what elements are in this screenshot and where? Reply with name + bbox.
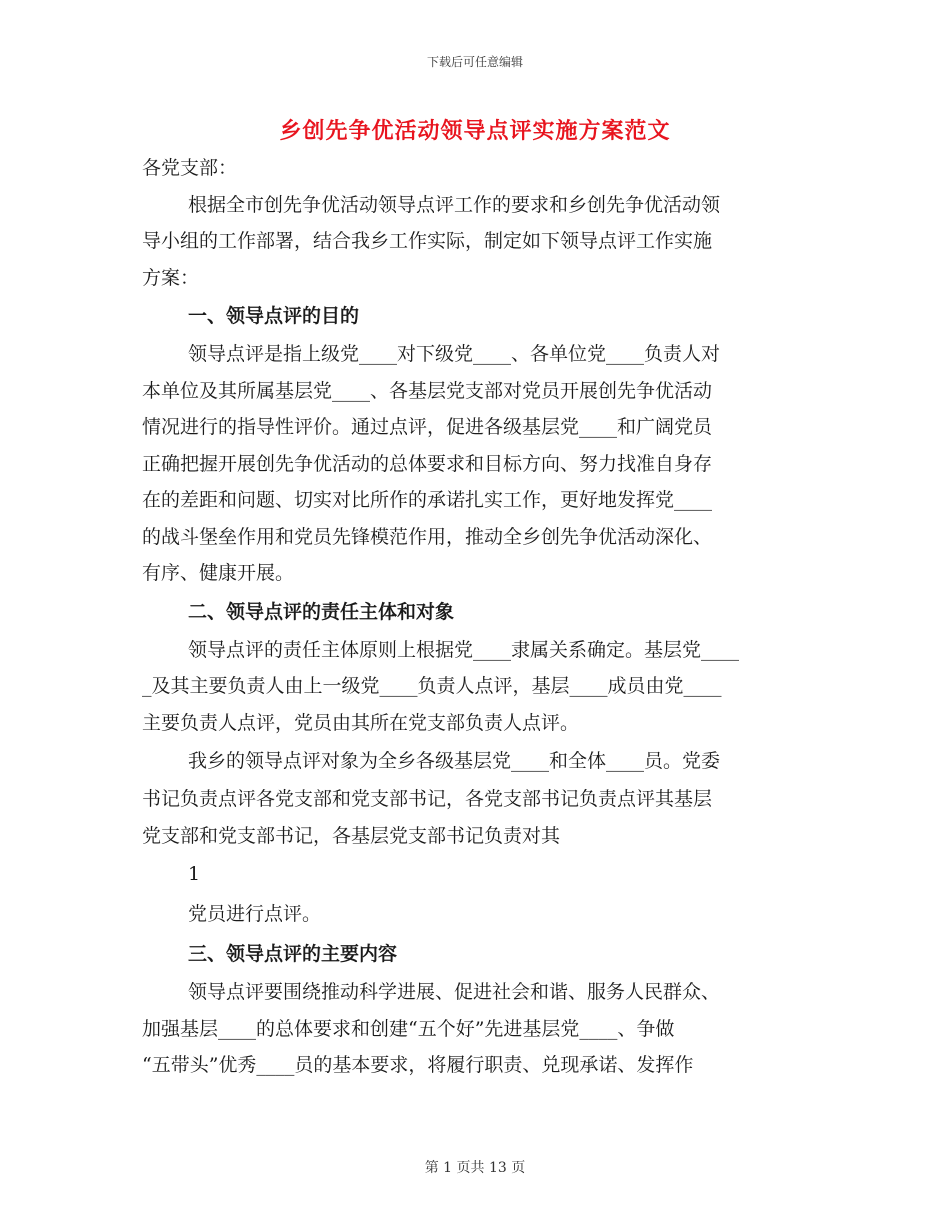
section-heading-1: 一、领导点评的目的 bbox=[188, 305, 360, 327]
paragraph-line: 有序、健康开展。 bbox=[142, 562, 295, 584]
paragraph-line: 加强基层____的总体要求和创建“五个好”先进基层党____、争做 bbox=[142, 1017, 675, 1040]
section-heading-2: 二、领导点评的责任主体和对象 bbox=[188, 600, 455, 623]
page-footer: 第 1 页共 13 页 bbox=[424, 1160, 526, 1176]
paragraph-line: 情况进行的指导性评价。通过点评，促进各级基层党____和广阔党员 bbox=[142, 416, 713, 438]
paragraph-line: 领导点评的责任主体原则上根据党____隶属关系确定。基层党____ bbox=[188, 638, 740, 661]
paragraph-line: 的战斗堡垒作用和党员先锋模范作用，推动全乡创先争优活动深化、 bbox=[142, 525, 713, 548]
page-number-marker: 1 bbox=[188, 863, 201, 885]
section-heading-3: 三、领导点评的主要内容 bbox=[188, 943, 398, 965]
paragraph-line: 党支部和党支部书记，各基层党支部书记负责对其 bbox=[142, 824, 561, 847]
paragraph-line: 书记负责点评各党支部和党支部书记，各党支部书记负责点评其基层 bbox=[142, 788, 713, 810]
paragraph-line: 领导点评要围绕推动科学进展、促进社会和谐、服务人民群众、 bbox=[188, 981, 721, 1003]
page-header: 下载后可任意编辑 bbox=[426, 55, 523, 69]
paragraph-line: 本单位及其所属基层党____、各基层党支部对党员开展创先争优活动 bbox=[142, 379, 713, 402]
paragraph-line: 正确把握开展创先争优活动的总体要求和目标方向、努力找准自身存 bbox=[142, 452, 713, 475]
paragraph-line: _及其主要负责人由上一级党____负责人点评，基层____成员由党____ bbox=[142, 675, 722, 697]
paragraph-line: 领导点评是指上级党____对下级党____、各单位党____负责人对 bbox=[188, 343, 721, 365]
salutation: 各党支部： bbox=[142, 157, 238, 179]
paragraph-line: 党员进行点评。 bbox=[188, 903, 322, 925]
paragraph-line: 导小组的工作部署，结合我乡工作实际，制定如下领导点评工作实施 bbox=[142, 230, 713, 252]
paragraph-line: 主要负责人点评，党员由其所在党支部负责人点评。 bbox=[142, 711, 580, 734]
paragraph-line: 在的差距和问题、切实对比所作的承诺扎实工作，更好地发挥党____ bbox=[142, 489, 713, 511]
paragraph-line: 方案： bbox=[142, 266, 200, 289]
paragraph-line: 根据全市创先争优活动领导点评工作的要求和乡创先争优活动领 bbox=[188, 193, 721, 216]
document-body bbox=[142, 150, 802, 1084]
paragraph-line: 我乡的领导点评对象为全乡各级基层党____和全体____员。党委 bbox=[188, 750, 721, 772]
document-title: 乡创先争优活动领导点评实施方案范文 bbox=[279, 118, 671, 144]
paragraph-line: “五带头”优秀____员的基本要求，将履行职责、兑现承诺、发挥作 bbox=[142, 1054, 694, 1076]
